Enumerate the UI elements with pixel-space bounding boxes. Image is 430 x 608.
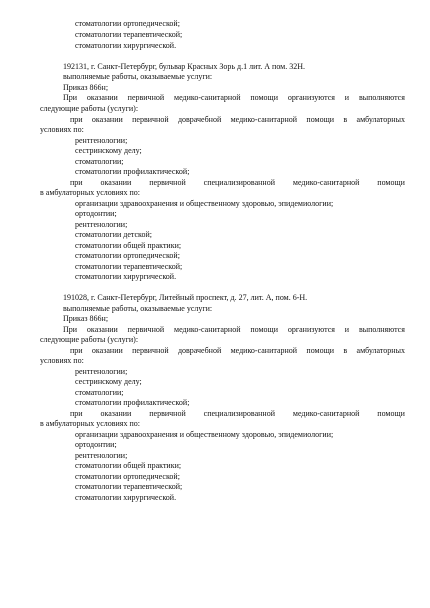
- list-item: стоматологии хирургической.: [75, 272, 177, 281]
- word: медико-санитарной: [230, 346, 298, 355]
- list-item: стоматологии ортопедической;: [75, 251, 180, 260]
- word: амбулаторных: [356, 346, 405, 355]
- word: медико-санитарной: [174, 93, 241, 102]
- word: медико-санитарной: [292, 409, 360, 418]
- word: помощи: [377, 178, 405, 187]
- specialized-care-line: [70, 178, 405, 188]
- word: специализированной: [203, 409, 275, 418]
- list-item: рентгенологии;: [75, 136, 128, 145]
- word: оказании: [86, 325, 118, 334]
- word: помощи: [306, 115, 335, 124]
- primary-care-line-cont: следующие работы (услуги):: [40, 104, 139, 113]
- word: помощи: [306, 346, 335, 355]
- word: При: [63, 93, 78, 102]
- word: оказании: [86, 93, 118, 102]
- list-item: организации здравоохранения и общественному здоровью, эпидемиологии;: [75, 430, 334, 439]
- word: при: [70, 115, 83, 124]
- word: первичной: [149, 178, 186, 187]
- address-line: 191028, г. Санкт-Петербург, Литейный проспект, д. 27, лит. А, пом. 6-Н.: [63, 293, 308, 302]
- word: первичной: [132, 115, 169, 124]
- list-item: стоматологии хирургической.: [75, 493, 177, 502]
- word: при: [70, 178, 83, 187]
- order-line: Приказ 866н;: [63, 83, 109, 92]
- primary-care-line: [63, 93, 405, 103]
- word: первичной: [132, 346, 169, 355]
- specialized-care-line-cont: в амбулаторных условиях по:: [40, 419, 140, 428]
- primary-care-line-cont: следующие работы (услуги):: [40, 335, 139, 344]
- list-item: рентгенологии;: [75, 220, 128, 229]
- list-item: стоматологии ортопедической;: [75, 19, 180, 28]
- word: доврачебной: [177, 115, 222, 124]
- word: оказании: [100, 178, 132, 187]
- word: при: [70, 346, 83, 355]
- primary-care-line: [63, 325, 405, 335]
- word: выполняются: [358, 93, 405, 102]
- word: доврачебной: [177, 346, 222, 355]
- list-item: стоматологии общей практики;: [75, 241, 182, 250]
- word: медико-санитарной: [174, 325, 241, 334]
- word: амбулаторных: [356, 115, 405, 124]
- list-item: стоматологии детской;: [75, 230, 153, 239]
- list-item: стоматологии терапевтической;: [75, 482, 183, 491]
- list-item: стоматологии хирургической.: [75, 41, 177, 50]
- word: первичной: [149, 409, 186, 418]
- word: специализированной: [203, 178, 275, 187]
- list-item: сестринскому делу;: [75, 146, 142, 155]
- word: в: [343, 115, 348, 124]
- list-item: стоматологии общей практики;: [75, 461, 182, 470]
- word: первичной: [127, 93, 165, 102]
- word: выполняются: [358, 325, 405, 334]
- list-item: рентгенологии;: [75, 367, 128, 376]
- word: помощи: [250, 93, 278, 102]
- predoctor-care-line: [70, 346, 405, 356]
- list-item: стоматологии терапевтической;: [75, 30, 183, 39]
- specialized-care-line-cont: в амбулаторных условиях по:: [40, 188, 140, 197]
- list-item: рентгенологии;: [75, 451, 128, 460]
- word: при: [70, 409, 83, 418]
- word: и: [344, 325, 350, 334]
- list-item: стоматологии профилактической;: [75, 167, 190, 176]
- address-line: 192131, г. Санкт-Петербург, бульвар Красных Зорь д.1 лит. А пом. 32Н.: [63, 62, 306, 71]
- word: и: [344, 93, 350, 102]
- works-label: выполняемые работы, оказываемые услуги:: [63, 304, 213, 313]
- word: помощи: [377, 409, 405, 418]
- predoctor-care-line-cont: условиях по:: [40, 356, 84, 365]
- word: организуются: [287, 93, 335, 102]
- specialized-care-line: [70, 409, 405, 419]
- list-item: ортодонтии;: [75, 440, 117, 449]
- word: При: [63, 325, 78, 334]
- predoctor-care-line-cont: условиях по:: [40, 125, 84, 134]
- word: организуются: [287, 325, 335, 334]
- word: первичной: [127, 325, 165, 334]
- word: в: [343, 346, 348, 355]
- word: медико-санитарной: [230, 115, 298, 124]
- word: медико-санитарной: [292, 178, 360, 187]
- works-label: выполняемые работы, оказываемые услуги:: [63, 72, 213, 81]
- order-line: Приказ 866н;: [63, 314, 109, 323]
- list-item: организации здравоохранения и общественному здоровью, эпидемиологии;: [75, 199, 334, 208]
- list-item: стоматологии;: [75, 157, 124, 166]
- list-item: стоматологии ортопедической;: [75, 472, 180, 481]
- list-item: стоматологии терапевтической;: [75, 262, 183, 271]
- word: помощи: [250, 325, 278, 334]
- list-item: стоматологии профилактической;: [75, 398, 190, 407]
- list-item: стоматологии;: [75, 388, 124, 397]
- predoctor-care-line: [70, 115, 405, 125]
- word: оказании: [91, 115, 123, 124]
- word: оказании: [100, 409, 132, 418]
- word: оказании: [91, 346, 123, 355]
- list-item: ортодонтии;: [75, 209, 117, 218]
- list-item: сестринскому делу;: [75, 377, 142, 386]
